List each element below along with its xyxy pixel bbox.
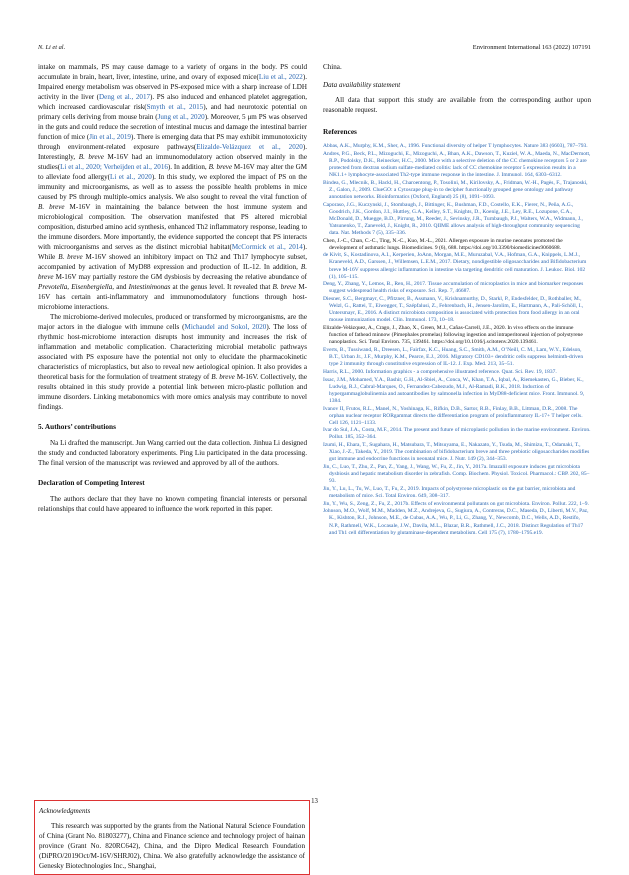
text-run: ). Impaired energy metabolism was observed in PS-exposed mice with a sharp increase of LDH activity in the liver ( <box>38 73 307 101</box>
text-run: M-16V showed an inhibitory impact on Th2 and Th17 lymphocyte subset, accompanied by activation of MyD88 expression and production of IL-12. In addition, <box>38 253 308 271</box>
italic-term: B. breve <box>38 263 307 281</box>
reference-entry[interactable]: Andres, P.G., Beck, P.L., Mizoguchi, E., Mizoguchi, A., Bhan, A.K., Dawson, T., Kuziel, W. A., Maeda, N., MacDermott, R.P., Podolsky, D.K., Reinecker, H.C., 2000. Mice with a selective deletion of the CC chemokine receptors 5 or 2 are protected from dextran sodium sulfate-mediated colitis: lack of CC chemokine receptor 5 expression results in a NK1.1+ lymphocyte-associated Th2-type immune response in the intestine. J. Immunol. 164, 6303–6312. <box>323 150 591 178</box>
reference-entry[interactable]: Jin, C., Luo, T., Zhu, Z., Pan, Z., Yang, J., Wang, W., Fu, Z., Jin, Y., 2017a. Imazalil exposure induces gut microbiota dysbiosis and hepatic metabolism disorder in zebrafish. Comp. Biochem. Physiol. Toxicol. Pharmacol.: CBP. 202, 85–93. <box>323 464 590 485</box>
citation-link[interactable]: Deng et al., 2017 <box>99 93 151 101</box>
competing-interest-text: The authors declare that they have no known competing financial interests or personal relationships that could have appeared to influence the work reported in this paper. <box>38 495 307 513</box>
text-run: and <box>114 283 129 291</box>
text-run: M-16V may alter the GM to alleviate food allergy( <box>38 163 308 181</box>
italic-term: B. breve <box>272 283 297 291</box>
text-run: The microbiome-derived molecules, produced or transformed by microorganisms, are the major actors in the dialogue with immune cells ( <box>38 313 307 331</box>
text-run: M-16V has certain anti-inflammatory and immunomodulatory functions through host-microbiome interactions. <box>38 283 307 311</box>
reference-entry[interactable]: Ivar do Sul, J.A., Costa, M.F., 2014. The present and future of microplastic pollution in the marine environment. Environ. Pollut. 185, 352–364. <box>323 427 591 441</box>
text-run: M-16V. Collectively, the results obtained in this study provide a potential link between micro-plastic pollution and immune disorders. Linking metabonomics with more omics analysis may contribute to novel findings. <box>38 373 308 411</box>
text-run: ). While <box>38 243 307 261</box>
text-run: ). There is emerging data that PS may exhibit immunotoxicity through environment-related exposure pathways( <box>38 133 307 151</box>
right-column <box>323 62 591 537</box>
text-run: M-16V may partially restore the GM dysbiosis by decreasing the relative abundance of <box>53 273 307 281</box>
reference-entry[interactable]: Chen, J.-C., Chan, C.-C., Ting, N.-C., Kuo, M.-L., 2021. Allergen exposure in murine neonates promoted the development of asthmatic lungs. Biomedicines. 9 (6), 688. https://doi.org/10.3390/biomedicines9060688. <box>323 237 563 251</box>
italic-term: B. breve <box>211 373 235 381</box>
citation-link[interactable]: Jung et al., 2020 <box>157 113 205 121</box>
reference-entry[interactable]: Elizalde-Velázquez, A., Crago, J., Zhao, X., Green, M.J., Cañas-Carrell, J.E., 2020. In vivo effects on the immune function of fathead minnow (Pimephales promelas) following ingestion and intraperitoneal injection of polystyrene nanoplastics. Sci. Total Environ. 735, 139461. https://doi.org/10.1016/j.scitotenv.2020.139461. <box>323 325 583 346</box>
reference-entry[interactable]: Izumi, H., Ehara, T., Sugahara, H., Matsubara, T., Mitsuyama, E., Nakazato, Y., Tsuda, M., Shimizu, T., Odamaki, T., Xiao, J.-Z., Takeda, Y., 2019. The combination of bifidobacterium breve and three prebiotic oligosaccharides modifies gut immune and endocrine functions in neonatal mice. J. Nutr. 149 (2), 344–353. <box>323 442 590 463</box>
citation-link[interactable]: Smyth et al., 2015 <box>146 103 204 111</box>
reference-entry[interactable]: Johnson, M.O., Wolf, M.M., Madden, M.Z., Andrejeva, G., Sugiura, A., Contreras, D.C., Maseda, D., Liberti, M.V., Paz, K., Kishton, R.J., Johnson, M.E., de Cubas, A.A., Wu, P., Li, G., Zhang, Y., Newcomb, D.C., Wells, A.D., Restifo, N.P., Rathmell, W.K., Locasale, J.W., Davila, M.L., Blazar, B.R., Rathmell, J.C., 2018. Distinct Regulation of Th17 and Th1 cell differentiation by glutaminase-dependent metabolism. Cell 175 (7), 1780–1795.e19. <box>323 508 589 536</box>
text-run: ). In addition, <box>167 163 209 171</box>
citation-link[interactable]: Li et al., 2020; Verheijden et al., 2016 <box>60 163 168 171</box>
acknowledgments-text: This research was supported by the grants from the National Natural Science Foundation of China (Grant No. 81803277), China and Finance science and technology project of hainan province (Grant No. 820RC642), China, and the Dipro Medical Research Foundation (DiPRO/2019Oct/M-16V/SHRJ02), China. We also gratefully acknowledge the assistance of Genesky Biotechnologies Inc., Shanghai, <box>39 822 305 870</box>
text-run: ). PS also induced and enhanced platelet aggregation, which increased cardiovascular risk( <box>38 93 307 111</box>
text-run: ), and had neurotoxic potential on primary cells deriving from mouse brain ( <box>38 103 307 121</box>
italic-term: Prevotella, Eisenbergiella, <box>38 283 115 291</box>
reference-entry[interactable]: Diesner, S.C., Bergmayr, C., Pfitzner, B., Assmann, V., Krishnamurthy, D., Starkl, P., Endesfelder, D., Rothballer, M., Welzl, G., Rattei, T., Eiwegger, T., Szépfalusi, Z., Fehrenbach, H., Jensen-Jarolim, E., Hartmann, A., Pali-Schöll, I., Untersmayr, E., 2016. A distinct microbiota composition is associated with protection from food allergy in an oral mouse immunization model. Clin. Immunol. 173, 10–18. <box>323 296 584 324</box>
text-run: ). The loss of rhythmic host-microbiome interaction disrupts host immunity and increases the risk of inflammation and metabolic complication. Characterizing microbial metabolic pathways associated with PS exposure have the potential not only to elucidate the pharmacokinetic characteristics of microplastics, but also to reveal new aetiological opinion. It also provides a theoretical basis for the formulation of treatment strategy of <box>38 323 307 381</box>
citation-link[interactable]: Liu et al., 2022 <box>258 73 303 81</box>
references-heading: References <box>323 127 357 136</box>
reference-entry[interactable]: Jin, Y., Lu, L., Tu, W., Luo, T., Fu, Z., 2019. Impacts of polystyrene microplastic on the gut barrier, microbiota and metabolism of mice. Sci. Total Environ. 649, 308–317. <box>323 485 576 499</box>
text-run: at the genus level. It revealed that <box>170 283 273 291</box>
reference-entry[interactable]: Deng, Y., Zhang, Y., Lemos, B., Ren, H., 2017. Tissue accumulation of microplastics in mice and biomarker responses suggest widespread health risks of exposure. Sci. Rep. 7, 46687. <box>323 281 584 295</box>
italic-term: Intestinimonas <box>128 283 171 291</box>
reference-entry[interactable]: Abbas, A.K., Murphy, K.M., Sher, A., 1996. Functional diversity of helper T lymphocytes. Nature 383 (6603), 787–793. <box>323 143 588 149</box>
reference-entry[interactable]: Issac, J.M., Mohamed, Y.A., Bashir, G.H., Al-Sbiei, A., Conca, W., Khan, T.A., Iqbal, A., Riemekasten, G., Bieber, K., Ludwig, R.J., Cabral-Marques, O., Fernandez-Cabezudo, M.J., Al-Ramadi, B.K., 2018. Induction of hypergammaglobulinemia and autoantibodies by salmonella infection in MyD88-deficient mice. Front. Immunol. 9, 1384. <box>323 376 585 404</box>
text-run: ). Moreover, 5 μm PS was observed in the guts and could reduce the secretion of intestinal mucus and damage the intestinal barrier function of mice ( <box>38 113 307 141</box>
text-run: ). In this study, we explored the impact of PS on the immunity and microorganisms, as well as to assess the possible health problems in mice caused by PS through multiple-omics analysis. We also sought to reveal the vital function of <box>38 173 307 201</box>
italic-term: B. breve <box>208 163 233 171</box>
reference-entry[interactable]: Jin, Y., Wu, S., Zeng, Z., Fu, Z., 2017b. Effects of environmental pollutants on gut microbiota. Environ. Pollut. 222, 1–9. <box>323 500 589 507</box>
italic-term: B. breve <box>58 253 83 261</box>
discussion-paragraph-1 <box>38 62 307 312</box>
italic-term: B. breve <box>38 203 65 211</box>
italic-term: B. breve <box>78 153 104 161</box>
acknowledgments-heading: Acknowledgments <box>39 807 91 815</box>
header-journal: Environment International 163 (2022) 107191 <box>472 44 591 51</box>
data-availability-heading: Data availability statement <box>323 81 401 89</box>
text-run: intake on mammals, PS may cause damage to a variety of organs in the body. PS could accumulate in brain, heart, liver, intestine, urine, and ovary of exposed mice( <box>38 63 307 81</box>
reference-entry[interactable]: Everts, B., Tussiwand, R., Dreesen, L., Fairfax, K.C., Huang, S.C., Smith, A.M., O’Neill, C. M., Lam, W.Y., Edelson, B.T., Urban Jr., J.F., Murphy, K.M., Pearce, E.J., 2016. Migratory CD103+ dendritic cells suppress helminth-driven type 2 immunity through constitutive expression of IL-12. J. Exp. Med. 213, 35–51. <box>323 346 584 368</box>
text-run: M-16V in maintaining the balance between the host immune system and microbiological composition. The observation manifested that PS altered microbial composition, disturbed amino acid synthesis, enhanced Th2 inflammatory response, leading to the immune disorders. More importantly, the evidence supported the concept that PS interacts with microorganisms and serves as the distinct microbial habitat( <box>38 203 307 251</box>
header-authors: N. Li et al. <box>38 44 66 51</box>
page-number: 13 <box>311 798 318 805</box>
citation-link[interactable]: McCormick et al., 2014 <box>231 243 303 251</box>
citation-link[interactable]: Jin et al., 2019 <box>89 133 131 141</box>
citation-link[interactable]: Michaudel and Sokol, 2020 <box>184 323 267 331</box>
reference-entry[interactable]: Caporaso, J.G., Kuczynski, J., Stombaugh, J., Bittinger, K., Bushman, F.D., Costello, E.K., Fierer, N., Peña, A.G., Goodrich, J.K., Gordon, J.I., Huttley, G.A., Kelley, S.T., Knights, D., Koenig, J.E., Ley, R.E., Lozupone, C.A., McDonald, D., Muegge, B.D., Pirrung, M., Reeder, J., Sevinsky, J.R., Turnbaugh, P.J., Walters, W.A., Widmann, J., Yatsunenko, T., Zaneveld, J., Knight, R., 2010. QIIME allows analysis of high-throughput community sequencing data. Nat. Methods 7 (5), 335–336. <box>323 201 583 236</box>
reference-entry[interactable]: de Kivit, S., Kostadinova, A.I., Kerperien, JoAnn, Morgan, M.E., Muruzabal, V.A., Hofman, G.A., Knippels, L.M.J., Kraneveld, A.D., Garssen, J., Willemsen, L.E.M., 2017. Dietary, nondigestible oligosaccharides and Bifidobacterium breve M-16V suppress allergic inflammation in intestine via targeting dendritic cell maturation. J. Leukoc. Biol. 102 (1), 105–115. <box>323 252 587 280</box>
competing-interest-heading: Declaration of Competing Interest <box>38 478 145 487</box>
authors-contributions-text: Na Li drafted the manuscript. Jun Wang carried out the data collection. Jinhua Li designed the study and conducted laboratory experiments. Ping Liu participated in the data processing. The final version of the manuscript was reviewed and approved by all of the authors. <box>38 439 307 467</box>
authors-contributions-heading: 5. Authors’ contributions <box>38 422 116 431</box>
left-column <box>38 62 308 870</box>
text-run: ). Interestingly, <box>38 143 307 161</box>
discussion-paragraph-2 <box>38 312 307 412</box>
text-run: M-16V had an immunomodulatory action observed mainly in the studies( <box>38 153 307 171</box>
reference-entry[interactable]: Ivanov II, Frutos, R.L., Manel, N., Yoshinaga, K., Rifkin, D.B., Sartor, R.B., Finlay, B.B., Littman, D.R., 2008. The orphan nuclear receptor RORgammat directs the differentiation program of proinflammatory IL-17+ T helper cells. Cell 126, 1121–1133. <box>323 405 583 426</box>
data-availability-text: All data that support this study are available from the corresponding author upon reasonable request. <box>323 96 591 114</box>
reference-entry[interactable]: Bindea, G., Mlecnik, B., Hackl, H., Charoentong, P., Tosolini, M., Kirilovsky, A., Fridman, W.-H., Pagès, F., Trajanoski, Z., Galon, J., 2009. ClueGO: a Cytoscape plug-in to decipher functionally grouped gene ontology and pathway annotation networks. Bioinformatics (Oxford, England) 25 (8), 1091–1093. <box>323 179 588 200</box>
references-list <box>323 143 591 537</box>
citation-link[interactable]: Li et al., 2020 <box>110 173 152 181</box>
reference-entry[interactable]: Harris, R.L., 2000. Information graphics - a comprehensive illustrated reference. Quat. Sci. Rev. 19, 1837. <box>323 368 557 375</box>
citation-link[interactable]: Elizalde-Velázquez et al., 2020 <box>196 143 303 151</box>
acknowledgments-continuation: China. <box>323 63 342 71</box>
